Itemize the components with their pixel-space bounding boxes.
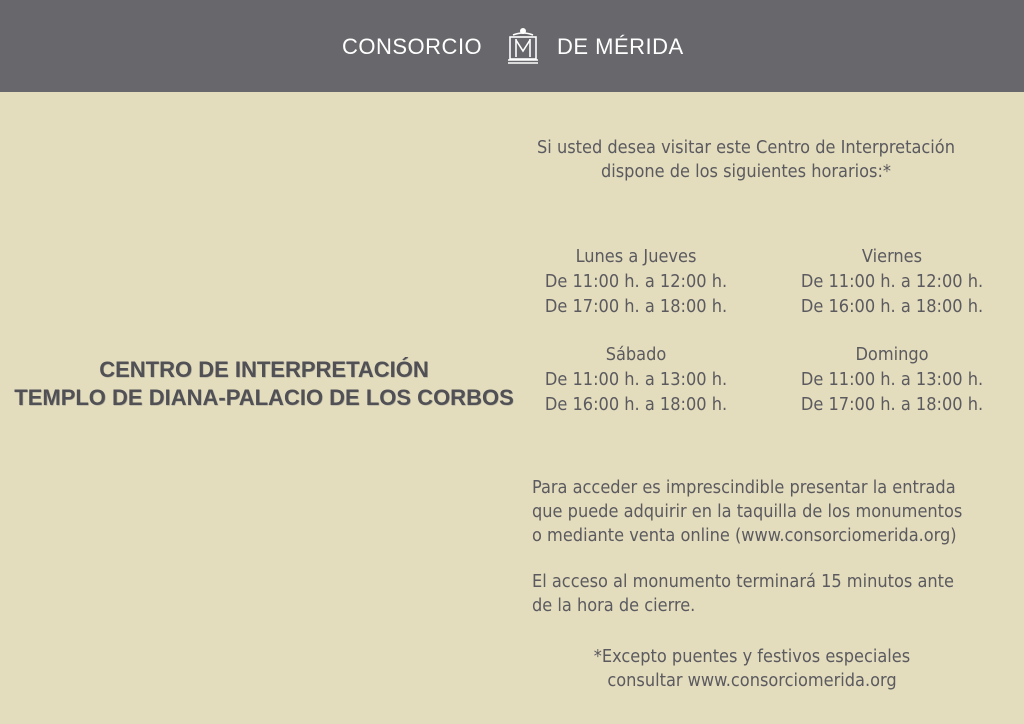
closing-line-1: El acceso al monumento terminará 15 minutos ante — [532, 571, 954, 592]
schedule-block-viernes — [784, 244, 1000, 319]
access-text — [532, 476, 1002, 548]
footnote-line-2: consultar www.consorciomerida.org — [607, 670, 897, 691]
brand-name-left: CONSORCIO — [342, 34, 483, 59]
schedule-time: De 17:00 h. a 18:00 h. — [544, 296, 728, 317]
title-line-1: CENTRO DE INTERPRETACIÓN — [99, 357, 429, 382]
access-line-1: Para acceder es imprescindible presentar la entrada — [532, 477, 956, 498]
brand-name-right: DE MÉRIDA — [557, 34, 684, 59]
schedule-time: De 16:00 h. a 18:00 h. — [800, 296, 984, 317]
schedule-time: De 11:00 h. a 12:00 h. — [544, 271, 728, 292]
schedule-time: De 11:00 h. a 12:00 h. — [800, 271, 984, 292]
schedule-time: De 11:00 h. a 13:00 h. — [544, 369, 728, 390]
title-line-2: TEMPLO DE DIANA-PALACIO DE LOS CORBOS — [14, 385, 514, 410]
schedule-block-domingo — [784, 342, 1000, 417]
intro-text — [530, 136, 962, 184]
intro-line-1: Si usted desea visitar este Centro de Interpretación — [537, 137, 955, 158]
schedule-day: Sábado — [605, 344, 667, 365]
header-bar — [0, 0, 1024, 92]
schedule-time: De 16:00 h. a 18:00 h. — [544, 394, 728, 415]
consorcio-emblem-icon — [505, 27, 541, 67]
access-line-2: que puede adquirir en la taquilla de los monumentos — [532, 501, 963, 522]
access-line-3: o mediante venta online (www.consorciomerida.org) — [532, 525, 957, 546]
schedule-time: De 17:00 h. a 18:00 h. — [800, 394, 984, 415]
schedule-block-sabado — [528, 342, 744, 417]
intro-line-2: dispone de los siguientes horarios:* — [600, 161, 892, 182]
schedule-day: Lunes a Jueves — [575, 246, 697, 267]
schedule-day: Viernes — [861, 246, 923, 267]
schedule-day: Domingo — [855, 344, 929, 365]
closing-text — [532, 570, 1002, 618]
closing-line-2: de la hora de cierre. — [532, 595, 696, 616]
schedule-block-lunes-jueves — [528, 244, 744, 319]
footnote-text — [532, 645, 972, 693]
schedule-time: De 11:00 h. a 13:00 h. — [800, 369, 984, 390]
footnote-line-1: *Excepto puentes y festivos especiales — [593, 646, 911, 667]
centre-title — [0, 356, 528, 412]
